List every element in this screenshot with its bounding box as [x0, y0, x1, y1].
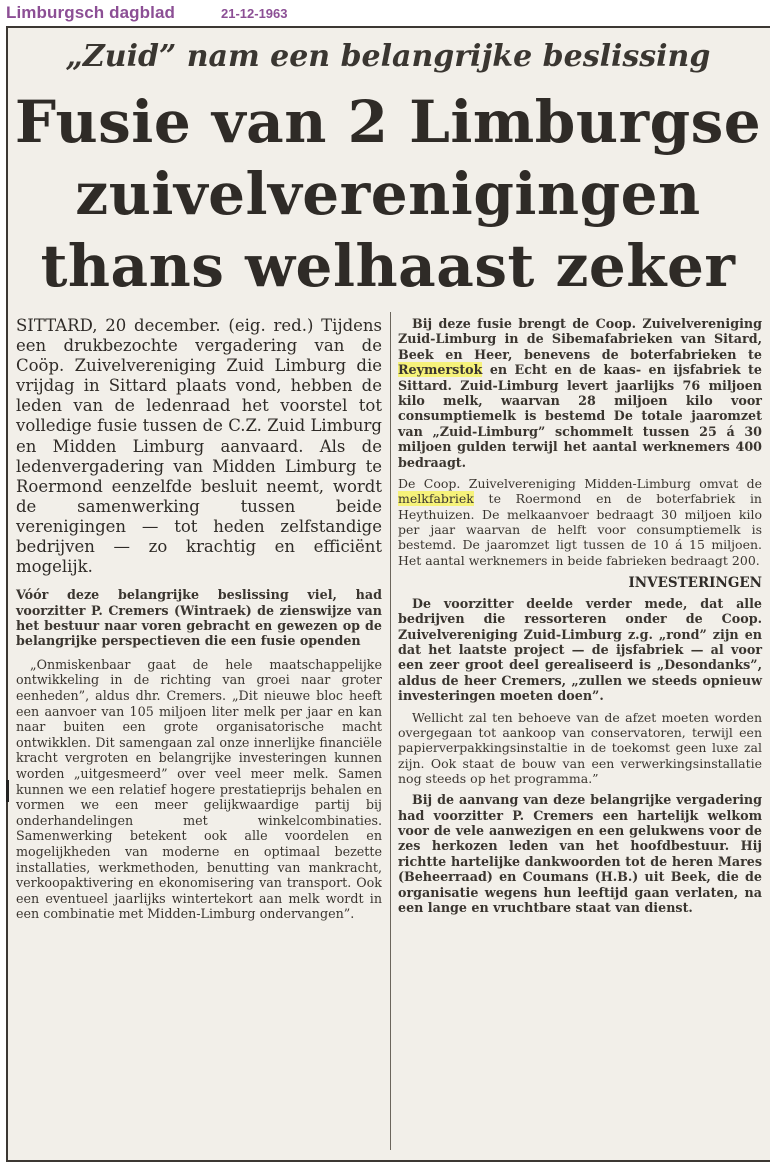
midden-text-before: De Coop. Zuivelvereniging Midden-Limburg omvat de [398, 476, 762, 492]
packaging-paragraph: Wellicht zal ten behoeve van de afzet moeten worden overgegaan tot aankoop van conservatoren, terwijl een papierverpakkingsinstaltie in de toekomst geen luxe zal zijn. Ook staat de bouw van een verwerkingsinstallatie nog steeds op het programma.” [398, 709, 762, 786]
newspaper-name: Limburgsch dagblad [6, 3, 175, 22]
headline-line-3: thans welhaast zeker [40, 232, 736, 300]
left-bold-paragraph: Vóór deze belangrijke beslissing viel, had voorzitter P. Cremers (Wintraek) de zienswijze van het bestuur naar voren gebracht en gewezen op de belangrijke perspectieven die een fusie openden [16, 587, 382, 649]
clipping-header [0, 0, 770, 26]
margin-mark [6, 780, 9, 802]
kicker-line: „Zuid” nam een belangrijke beslissing [65, 39, 711, 74]
highlight-reymerstok: Reymerstok [398, 362, 483, 378]
newspaper-clipping [6, 26, 770, 1162]
welcome-paragraph: Bij de aanvang van deze belangrijke vergadering had voorzitter P. Cremers een hartelijk welkom voor de vele aanwezigen en een gelukwens voor de zes herkozen leden van het hoofdbestuur. Hij richtte hartelijke dankwoorden tot de heren Mares (Beheerraad) en Coumans (H.B.) uit Beek, die de organisatie wegens hun leeftijd gaan verlaten, na een lange en vruchtbare staat van dienst. [398, 792, 762, 916]
quote-paragraph: „Onmiskenbaar gaat de hele maatschappelijke ontwikkeling in de richting van groei naar groter eenheden”, aldus dhr. Cremers. „Dit nieuwe bloc heeft een aanvoer van 105 miljoen liter melk per jaar en kan naar buiten een grote organisatorische macht ontwikklen. Dit samengaan zal onze innerlijke financiële kracht vergroten en belangrijke investeringen kunnen worden „uitgesmeerd” over veel meer melk. Samen kunnen we een relatief hogere prestatieprijs behalen en vormen we een meer gelijkwaardige partij bij onderhandelingen met winkelcombinaties. Samenwerking betekent ook alle voordelen en mogelijkheden van moderne en optimaal bezette installaties, werkmethoden, benutting van mankracht, verkoopaktivering en ekonomisering van transport. Ook een eventueel jaarlijks wintertekort aan melk wordt in een combinatie met Midden-Limburg ondervangen”. [16, 656, 382, 922]
investments-paragraph: De voorzitter deelde verder mede, dat alle bedrijven die ressorteren onder de Coop. Zuivelvereniging Zuid-Limburg z.g. „rond” zijn en dat het laatste project — de ijsfabriek — al voor een zeer groot deel gerealiseerd is „Desondanks”, aldus de heer Cremers, „zullen we steeds opnieuw investeringen moeten doen”. [398, 595, 762, 704]
fusion-text-before: Bij deze fusie brengt de Coop. Zuivelvereniging Zuid-Limburg in de Sibemafabrieken van Sitard, Beek en Heer, benevens de boterfabrieken te [398, 316, 762, 362]
subhead-investeringen: INVESTERINGEN [628, 574, 762, 591]
fusion-text-after: en Echt en de kaas- en ijsfabriek te Sittard. Zuid-Limburg levert jaarlijks 76 miljoen kilo melk, waarvan 28 miljoen kilo voor consumptiemelk is bestemd De totale jaaromzet van „Zuid-Limburg” schommelt tussen 25 á 30 miljoen gulden terwijl het aantal werknemers 400 bedraagt. [398, 362, 762, 470]
right-column [398, 316, 762, 915]
column-divider [390, 312, 391, 1150]
headline-line-2: zuivelverenigingen [75, 160, 701, 228]
headline-line-1: Fusie van 2 Limburgse [14, 88, 762, 156]
publication-date: 21-12-1963 [221, 6, 288, 21]
fusion-details-paragraph [398, 316, 762, 470]
highlight-melkfabriek: melkfabriek [398, 491, 474, 507]
midden-limburg-paragraph [398, 476, 762, 568]
lead-paragraph: SITTARD, 20 december. (eig. red.) Tijdens een drukbezochte vergadering van de Coöp. Zuivelvereniging Zuid Limburg die vrijdag in Sittard plaats vond, hebben de leden van de ledenraad het voorstel tot volledige fusie tussen de C.Z. Zuid Limburg en Midden Limburg aanvaard. Als de ledenvergadering van Midden Limburg te Roermond eenzelfde besluit neemt, wordt de samenwerking tussen beide verenigingen — tot heden zelfstandige bedrijven — zo krachtig en efficiënt mogelijk. [16, 316, 382, 577]
frame-top-rule [6, 26, 770, 28]
midden-text-after: te Roermond en de boterfabriek in Heythuizen. De melkaanvoer bedraagt 30 miljoen kilo per jaar waarvan de helft voor consumptiemelk is bestemd. De jaaromzet ligt tussen de 10 á 15 miljoen. Het aantal werknemers in beide fabrieken bedraagt 200. [398, 491, 762, 568]
left-column [16, 316, 382, 922]
